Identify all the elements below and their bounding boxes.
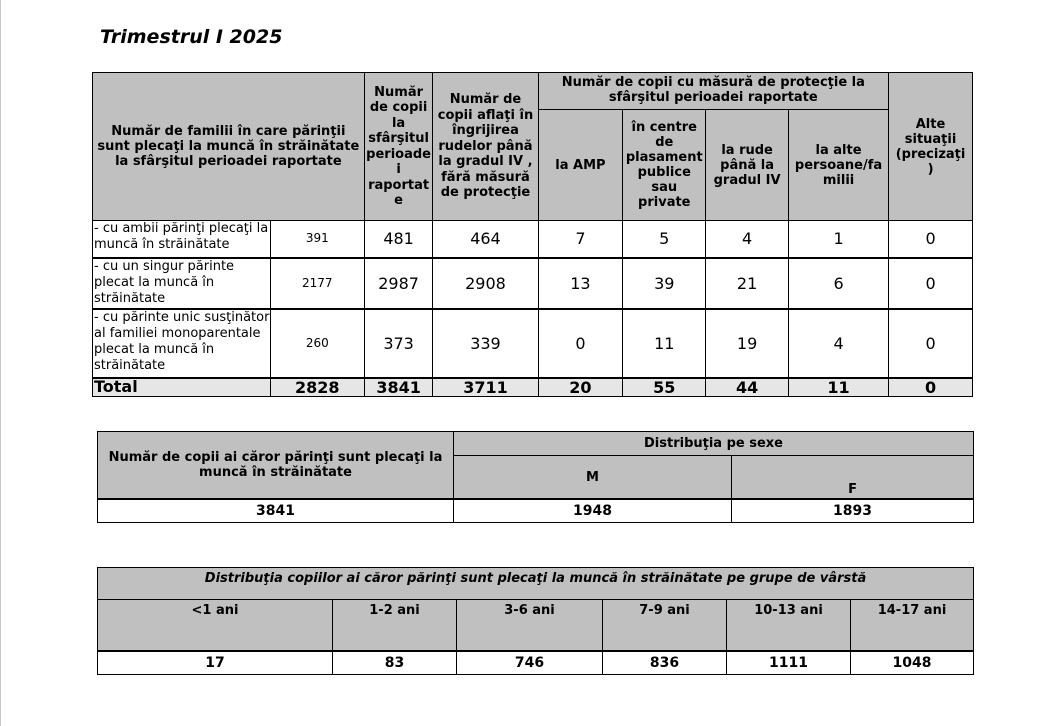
header-sex-distribution: Distribuţia pe sexe <box>454 432 974 456</box>
cell-families: 391 <box>270 221 364 258</box>
age-group-header: 1-2 ani <box>333 600 457 652</box>
total-children: 3841 <box>364 378 433 397</box>
age-group-header: 14-17 ani <box>851 600 974 652</box>
cell-families: 2177 <box>270 258 364 309</box>
age-distribution-table <box>97 567 974 675</box>
total-relatives: 3711 <box>433 378 538 397</box>
age-group-value: 1111 <box>727 651 851 675</box>
total-other: 0 <box>889 378 973 397</box>
header-children-count: Număr de copii la sfârşitul perioade i raportat e <box>364 73 433 221</box>
header-amp: la AMP <box>538 110 623 221</box>
cell-children: 373 <box>364 309 433 378</box>
age-group-value: 746 <box>457 651 603 675</box>
header-other: Alte situaţii (precizaţi ) <box>889 73 973 221</box>
page-title: Trimestrul I 2025 <box>100 26 283 48</box>
cell-relatives: 2908 <box>433 258 538 309</box>
cell-relatives-iv: 21 <box>706 258 789 309</box>
total-placement: 55 <box>623 378 706 397</box>
value-total-children: 3841 <box>98 499 454 523</box>
cell-amp: 7 <box>538 221 623 258</box>
cell-other-families: 6 <box>789 258 889 309</box>
header-children-abroad: Număr de copii ai căror părinţi sunt plecaţi la muncă în străinătate <box>98 432 454 500</box>
header-protection-group: Număr de copii cu măsură de protecţie la sfârşitul perioadei raportate <box>538 73 889 110</box>
sex-distribution-table <box>97 431 974 523</box>
cell-relatives: 339 <box>433 309 538 378</box>
header-relatives-iv: la rude până la gradul IV <box>706 110 789 221</box>
total-other-families: 11 <box>789 378 889 397</box>
age-group-value: 17 <box>98 651 333 675</box>
age-distribution-caption: Distribuţia copiilor ai căror părinţi sunt plecaţi la muncă în străinătate pe grupe de vârstă <box>98 568 974 600</box>
total-families: 2828 <box>270 378 364 397</box>
page-edge <box>0 0 1 726</box>
total-relatives-iv: 44 <box>706 378 789 397</box>
cell-amp: 13 <box>538 258 623 309</box>
cell-other-families: 4 <box>789 309 889 378</box>
families-table <box>92 72 973 397</box>
cell-placement: 11 <box>623 309 706 378</box>
header-other-families: la alte persoane/fa milii <box>789 110 889 221</box>
age-group-header: 3-6 ani <box>457 600 603 652</box>
value-female: 1893 <box>732 499 974 523</box>
cell-other: 0 <box>889 309 973 378</box>
table-row <box>93 309 973 378</box>
value-male: 1948 <box>454 499 732 523</box>
cell-relatives: 464 <box>433 221 538 258</box>
age-group-value: 83 <box>333 651 457 675</box>
header-male: M <box>454 456 732 500</box>
cell-children: 2987 <box>364 258 433 309</box>
header-placement: în centre de plasament publice sau private <box>623 110 706 221</box>
row-label: - cu părinte unic susţinător al familiei monoparentale plecat la muncă în străinătate <box>93 309 271 378</box>
cell-other: 0 <box>889 221 973 258</box>
cell-relatives-iv: 4 <box>706 221 789 258</box>
cell-placement: 39 <box>623 258 706 309</box>
cell-other-families: 1 <box>789 221 889 258</box>
cell-placement: 5 <box>623 221 706 258</box>
table-row <box>93 221 973 258</box>
header-children-relatives: Număr de copii aflaţi în îngrijirea rudelor până la gradul IV , fără măsură de protecţie <box>433 73 538 221</box>
cell-families: 260 <box>270 309 364 378</box>
age-group-header: <1 ani <box>98 600 333 652</box>
total-label: Total <box>93 378 271 397</box>
age-group-header: 7-9 ani <box>603 600 727 652</box>
age-group-header: 10-13 ani <box>727 600 851 652</box>
age-group-value: 836 <box>603 651 727 675</box>
cell-relatives-iv: 19 <box>706 309 789 378</box>
age-group-value: 1048 <box>851 651 974 675</box>
row-label: - cu un singur părinte plecat la muncă în străinătate <box>93 258 271 309</box>
header-families: Număr de familii în care părinţii sunt plecaţi la muncă în străinătate la sfârşitul perioadei raportate <box>93 73 365 221</box>
total-row <box>93 378 973 397</box>
row-label: - cu ambii părinţi plecaţi la muncă în străinătate <box>93 221 271 258</box>
cell-children: 481 <box>364 221 433 258</box>
table-row <box>93 258 973 309</box>
header-female: F <box>732 456 974 500</box>
cell-other: 0 <box>889 258 973 309</box>
total-amp: 20 <box>538 378 623 397</box>
cell-amp: 0 <box>538 309 623 378</box>
